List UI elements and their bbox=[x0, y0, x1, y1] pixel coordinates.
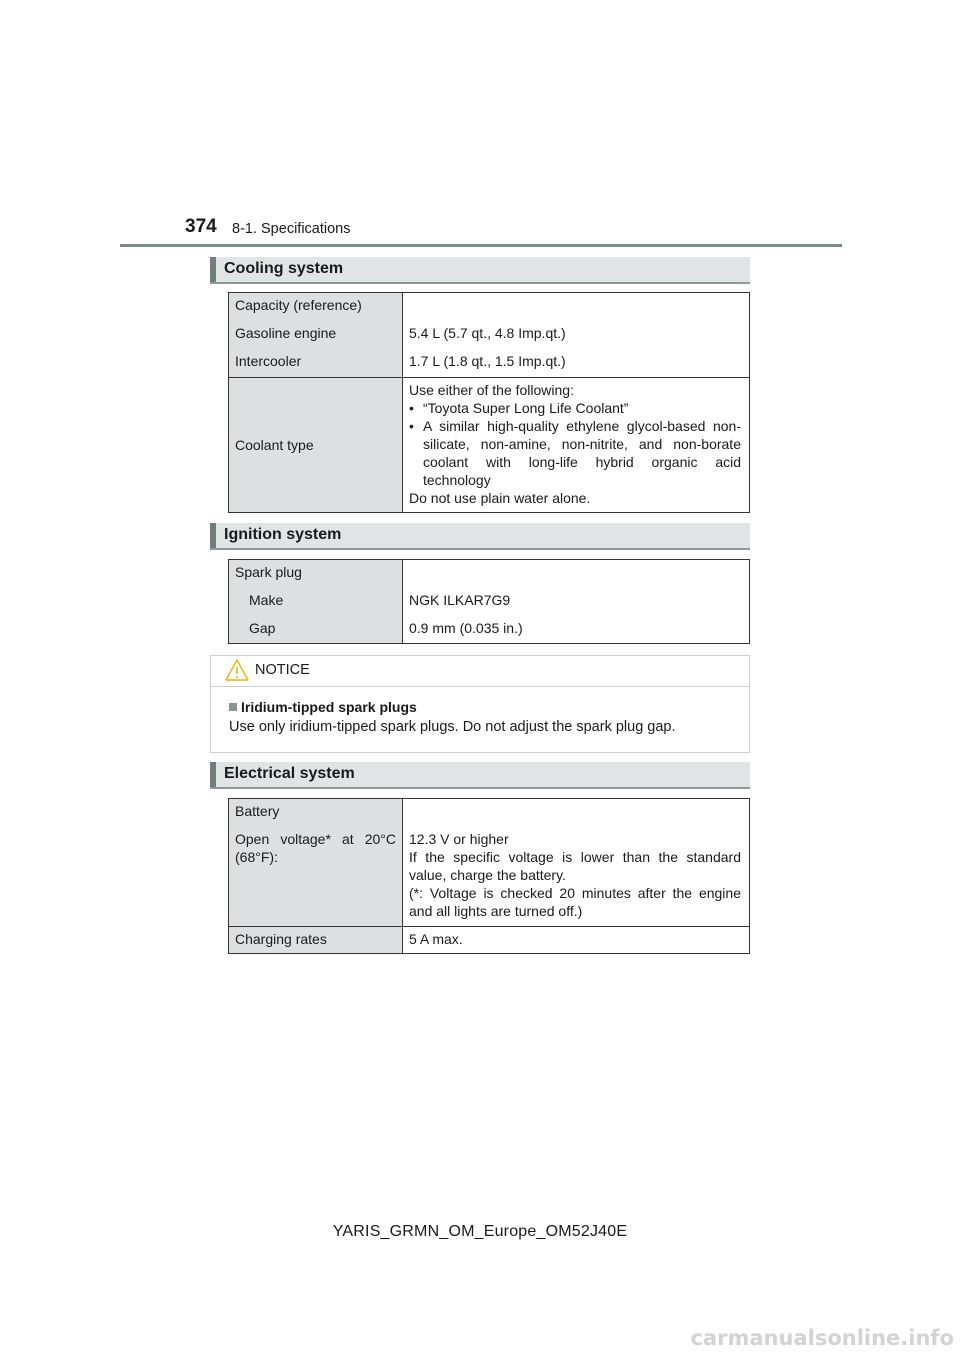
ignition-section-header bbox=[210, 523, 750, 550]
open-voltage-value: 12.3 V or higher bbox=[409, 831, 509, 847]
section-breadcrumb: 8-1. Specifications bbox=[232, 221, 351, 237]
electrical-section-title: Electrical system bbox=[224, 765, 355, 782]
notice-text: Use only iridium-tipped spark plugs. Do not adjust the spark plug gap. bbox=[229, 719, 676, 735]
voltage-footnote: (*: Voltage is checked 20 minutes after the engine and all lights are turned off.) bbox=[409, 885, 741, 919]
cooling-spec-table bbox=[228, 292, 750, 513]
capacity-row bbox=[229, 293, 750, 378]
gasoline-engine-value: 5.4 L (5.7 qt., 4.8 Imp.qt.) bbox=[409, 325, 566, 341]
warning-triangle-icon bbox=[225, 659, 249, 686]
square-bullet-icon bbox=[229, 703, 237, 711]
voltage-note: If the specific voltage is lower than the standard value, charge the battery. bbox=[409, 849, 741, 883]
section-accent-bar bbox=[210, 523, 216, 548]
gap-value: 0.9 mm (0.035 in.) bbox=[409, 620, 523, 636]
footer-doc-id: YARIS_GRMN_OM_Europe_OM52J40E bbox=[332, 1223, 628, 1240]
charging-row bbox=[229, 927, 750, 954]
notice-box bbox=[210, 655, 750, 753]
intercooler-label: Intercooler bbox=[235, 353, 302, 369]
coolant-bullet-2: • A similar high-quality ethylene glycol-based non-silicate, non-amine, non-nitrite, and non-borate coolant with long-life hybrid organic acid technology bbox=[409, 418, 741, 488]
coolant-bullet-1: • “Toyota Super Long Life Coolant” bbox=[409, 400, 629, 416]
capacity-label: Capacity (reference) bbox=[235, 297, 362, 313]
coolant-intro: Use either of the following: bbox=[409, 382, 574, 398]
header-divider bbox=[120, 244, 842, 247]
section-accent-bar bbox=[210, 762, 216, 787]
intercooler-value: 1.7 L (1.8 qt., 1.5 Imp.qt.) bbox=[409, 353, 566, 369]
coolant-type-label: Coolant type bbox=[235, 437, 314, 453]
cooling-section-header bbox=[210, 257, 750, 284]
gasoline-engine-label: Gasoline engine bbox=[235, 325, 337, 341]
cooling-section-title: Cooling system bbox=[224, 260, 344, 277]
open-voltage-label: Open voltage* at 20°C (68°F): bbox=[235, 831, 396, 865]
charging-rates-label: Charging rates bbox=[235, 931, 327, 947]
watermark: carmanualsonline.info bbox=[690, 1326, 954, 1350]
coolant-row bbox=[229, 378, 750, 513]
electrical-spec-table bbox=[228, 798, 750, 954]
spark-plug-label: Spark plug bbox=[235, 564, 302, 580]
notice-label: NOTICE bbox=[255, 662, 310, 678]
notice-header bbox=[211, 656, 749, 687]
ignition-section-title: Ignition system bbox=[224, 526, 342, 543]
charging-rates-value: 5 A max. bbox=[409, 931, 463, 947]
spark-plug-row bbox=[229, 560, 750, 644]
coolant-note: Do not use plain water alone. bbox=[409, 490, 591, 506]
make-value: NGK ILKAR7G9 bbox=[409, 592, 511, 608]
battery-row bbox=[229, 799, 750, 927]
make-label: Make bbox=[249, 592, 284, 608]
battery-label: Battery bbox=[235, 803, 280, 819]
page-number: 374 bbox=[185, 216, 217, 237]
section-accent-bar bbox=[210, 257, 216, 282]
electrical-section-header bbox=[210, 762, 750, 789]
ignition-spec-table bbox=[228, 559, 750, 644]
notice-title: Iridium-tipped spark plugs bbox=[229, 699, 417, 715]
gap-label: Gap bbox=[249, 620, 276, 636]
